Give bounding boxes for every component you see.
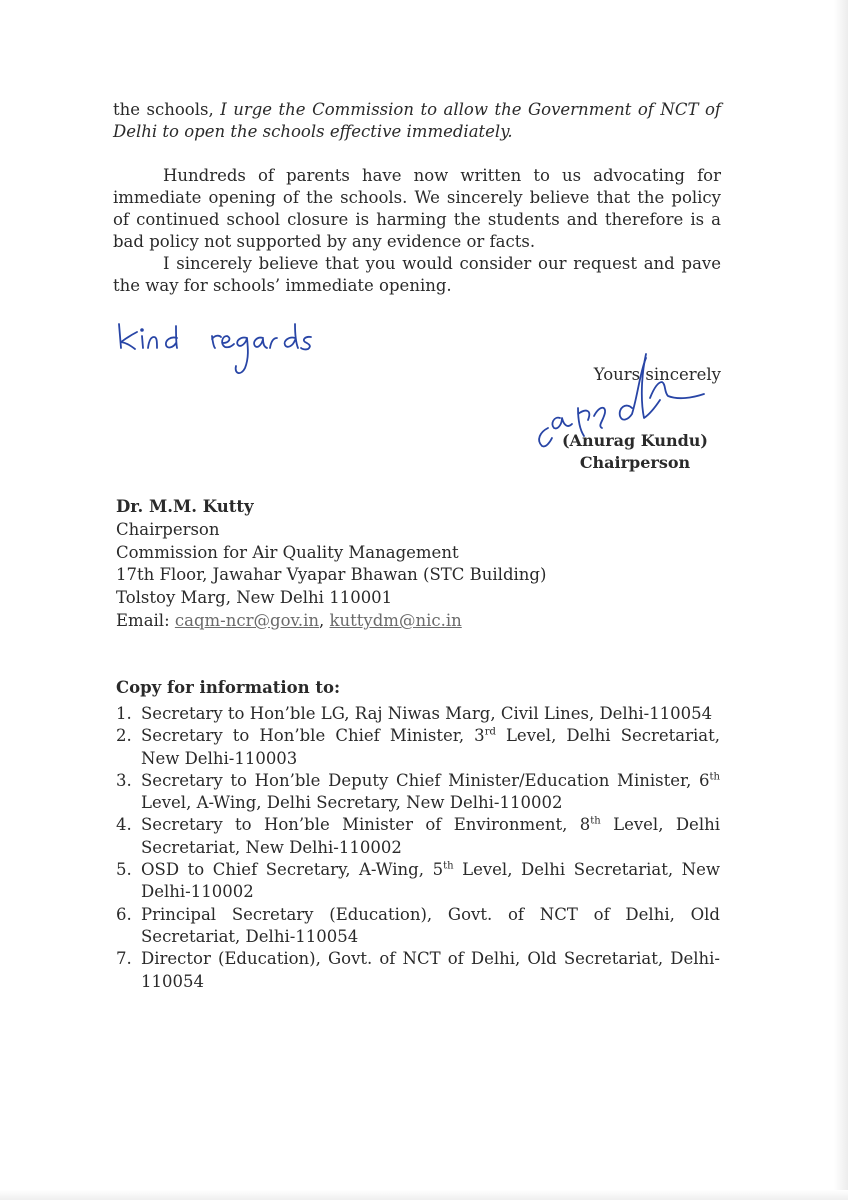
list-text-tail: Level, Delhi Secretariat, New Delhi-110002 <box>141 860 720 902</box>
recipient-address-line-2: Tolstoy Marg, New Delhi 110001 <box>116 588 393 608</box>
copy-list-item <box>116 859 720 904</box>
para1-plain: the schools, <box>113 100 221 119</box>
list-number: 5. <box>116 860 132 880</box>
recipient-address-line-1: 17th Floor, Jawahar Vyapar Bhawan (STC Building) <box>116 565 547 585</box>
list-number: 3. <box>116 770 132 790</box>
list-text-tail: Level, Delhi Secretariat, New Delhi-110002 <box>141 815 720 857</box>
list-superscript: rd <box>484 726 496 738</box>
list-text: Secretary to Hon’ble Minister of Environment, 8 <box>141 815 591 835</box>
body-paragraph-1 <box>113 99 721 143</box>
signer-block <box>562 430 708 474</box>
list-text: Secretary to Hon’ble Deputy Chief Minister/Education Minister, 6 <box>141 770 710 790</box>
recipient-name: Dr. M.M. Kutty <box>116 497 254 516</box>
copy-list-item <box>116 770 720 815</box>
recipient-title: Chairperson <box>116 519 220 539</box>
list-number: 4. <box>116 815 132 835</box>
recipient-email-line <box>116 610 716 633</box>
signer-title: Chairperson <box>579 453 691 472</box>
list-text: Secretary to Hon’ble Chief Minister, 3 <box>141 726 485 746</box>
para1-italic: I urge the Commission to allow the Government of NCT of Delhi to open the schools effective immediately. <box>113 100 721 141</box>
list-number: 6. <box>116 904 132 924</box>
list-superscript: th <box>590 815 601 827</box>
handwritten-kind-regards <box>115 318 315 378</box>
email-separator: , <box>319 610 330 630</box>
copy-heading: Copy for information to: <box>116 678 341 697</box>
email-label: Email: <box>116 610 175 630</box>
signer-name: (Anurag Kundu) <box>561 431 708 450</box>
list-text: Secretary to Hon’ble LG, Raj Niwas Marg, Civil Lines, Delhi-110054 <box>141 704 713 723</box>
copy-list <box>116 703 720 993</box>
recipient-address <box>116 496 716 633</box>
list-superscript: th <box>709 771 720 783</box>
body-paragraph-2: Hundreds of parents have now written to us advocating for immediate opening of the schools. We sincerely believe that the policy of continued school closure is harming the students and therefore is a bad policy not supported by any evidence or facts. <box>113 166 721 251</box>
copy-list-item <box>116 814 720 859</box>
email-link-caqm[interactable]: caqm-ncr@gov.in <box>174 610 320 630</box>
list-number: 2. <box>116 726 132 746</box>
list-number: 7. <box>116 949 132 969</box>
scan-edge-shadow <box>834 0 848 1200</box>
list-text-tail: Level, A-Wing, Delhi Secretary, New Delhi-110002 <box>141 793 563 813</box>
copy-list-item <box>116 725 720 770</box>
closing-text: Yours sincerely <box>593 365 721 384</box>
copy-list-item <box>116 904 720 949</box>
list-text-tail: Level, Delhi Secretariat, New Delhi-110003 <box>141 726 720 768</box>
list-text: Director (Education), Govt. of NCT of Delhi, Old Secretariat, Delhi-110054 <box>141 949 720 991</box>
list-superscript: th <box>443 860 454 872</box>
copy-list-item <box>116 948 720 993</box>
email-link-kuttydm[interactable]: kuttydm@nic.in <box>329 610 462 630</box>
copy-list-item <box>116 703 720 725</box>
list-text: Principal Secretary (Education), Govt. of NCT of Delhi, Old Secretariat, Delhi-110054 <box>141 904 720 946</box>
list-text: OSD to Chief Secretary, A-Wing, 5 <box>141 860 444 880</box>
scan-bottom-shadow <box>0 1190 848 1200</box>
body-paragraph-3: I sincerely believe that you would consider our request and pave the way for schools’ immediate opening. <box>113 254 721 295</box>
recipient-org: Commission for Air Quality Management <box>116 542 459 562</box>
list-number: 1. <box>116 704 132 723</box>
